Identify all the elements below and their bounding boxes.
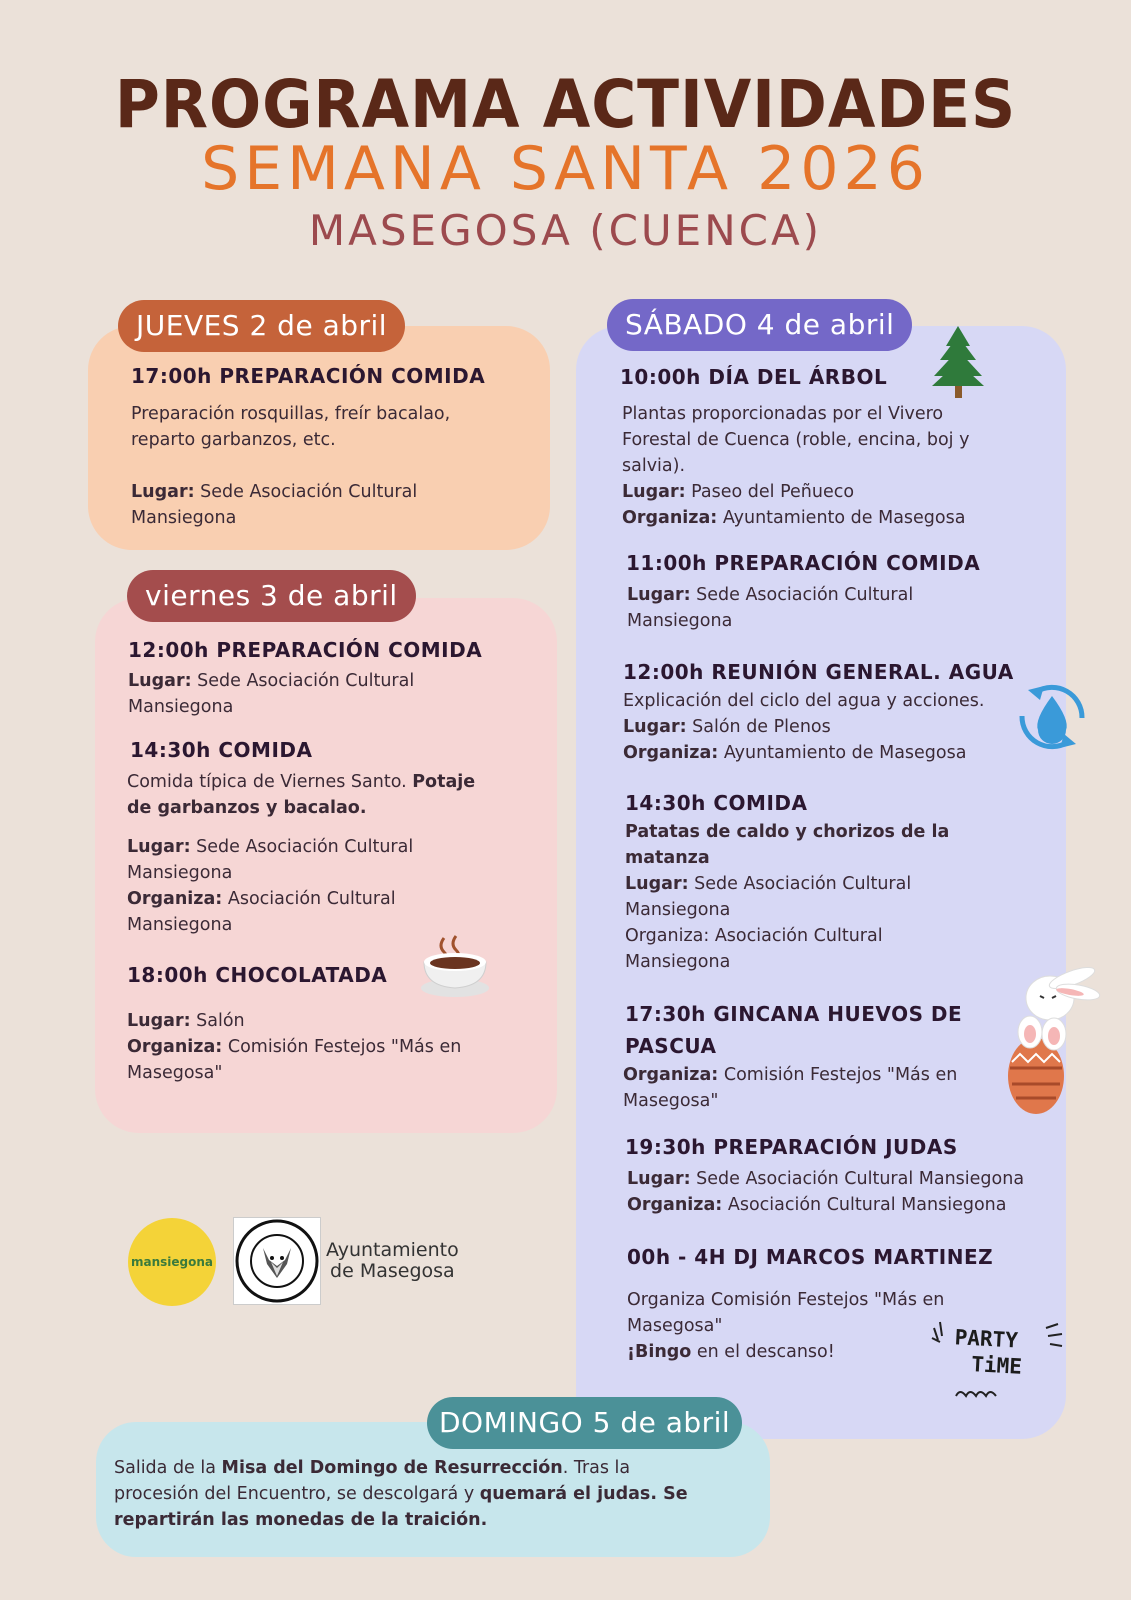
friday-event-2-title: 14:30h COMIDA <box>130 738 313 762</box>
ayuntamiento-logo-text: Ayuntamiento de Masegosa <box>326 1239 459 1282</box>
friday-event-1-place: Lugar: Sede Asociación Cultural Mansiegona <box>128 671 415 717</box>
saturday-event-7-title: 00h - 4H DJ MARCOS MARTINEZ <box>627 1245 994 1269</box>
saturday-event-2-place: Lugar: Sede Asociación Cultural Mansiegona <box>627 585 914 631</box>
saturday-event-1-title: 10:00h DÍA DEL ÁRBOL <box>620 365 888 389</box>
friday-event-1-title: 12:00h PREPARACIÓN COMIDA <box>128 638 483 662</box>
friday-day-pill: viernes 3 de abril <box>127 570 416 622</box>
mansiegona-logo: mansiegona <box>128 1218 216 1306</box>
saturday-event-6-place: Lugar: Sede Asociación Cultural Mansiegona Organiza: Asociación Cultural Mansiegona <box>627 1169 1025 1215</box>
comision-fiestas-logo <box>233 1217 321 1305</box>
friday-event-3-place: Lugar: Salón Organiza: Comisión Festejos "Más en Masegosa" <box>127 1011 462 1083</box>
program-subtitle: SEMANA SANTA 2026 <box>201 134 930 204</box>
easter-bunny-icon <box>990 956 1106 1124</box>
party-time-text: PARTY TiME <box>954 1325 1023 1379</box>
friday-event-2-place: Lugar: Sede Asociación Cultural Mansiegona Organiza: Asociación Cultural Mansiegona <box>127 837 414 935</box>
program-title: PROGRAMA ACTIVIDADES <box>114 66 1017 143</box>
saturday-event-7-desc: Organiza Comisión Festejos "Más en Masegosa" ¡Bingo en el descanso! <box>627 1290 945 1362</box>
friday-event-3-title: 18:00h CHOCOLATADA <box>127 963 388 987</box>
thursday-event-1-place: Lugar: Sede Asociación Cultural Mansiegona <box>131 482 418 528</box>
saturday-event-6-title: 19:30h PREPARACIÓN JUDAS <box>625 1135 958 1159</box>
sunday-description: Salida de la Misa del Domingo de Resurrección. Tras la procesión del Encuentro, se descolgará y quemará el judas. Se repartirán las monedas de la traición. <box>114 1458 688 1530</box>
water-cycle-icon <box>1008 674 1096 762</box>
saturday-event-1-desc: Plantas proporcionadas por el Vivero Forestal de Cuenca (roble, encina, boj y salvia). Lugar: Paseo del Peñueco Organiza: Ayuntamiento de Masegosa <box>622 404 970 528</box>
thursday-event-1-title: 17:00h PREPARACIÓN COMIDA <box>131 364 486 388</box>
saturday-event-5-org: Organiza: Comisión Festejos "Más en Masegosa" <box>623 1065 958 1111</box>
saturday-day-pill: SÁBADO 4 de abril <box>607 299 912 351</box>
saturday-event-5-title: 17:30h GINCANA HUEVOS DE PASCUA <box>625 1002 963 1058</box>
saturday-event-3-title: 12:00h REUNIÓN GENERAL. AGUA <box>623 660 1014 684</box>
saturday-event-3-desc: Explicación del ciclo del agua y acciones. Lugar: Salón de Plenos Organiza: Ayuntamiento de Masegosa <box>623 691 985 763</box>
saturday-event-2-title: 11:00h PREPARACIÓN COMIDA <box>626 551 981 575</box>
hot-chocolate-icon <box>418 932 492 1000</box>
saturday-event-4-desc: Patatas de caldo y chorizos de la matanza Lugar: Sede Asociación Cultural Mansiegona Organiza: Asociación Cultural Mansiegona <box>625 822 950 972</box>
party-time-icon <box>930 1318 1070 1408</box>
sunday-day-pill: DOMINGO 5 de abril <box>427 1397 742 1449</box>
thursday-event-1-desc: Preparación rosquillas, freír bacalao, reparto garbanzos, etc. <box>131 404 451 450</box>
pine-tree-icon <box>930 324 986 400</box>
friday-event-2-desc: Comida típica de Viernes Santo. Potaje de garbanzos y bacalao. <box>127 772 476 818</box>
thursday-day-pill: JUEVES 2 de abril <box>118 300 405 352</box>
saturday-event-4-title: 14:30h COMIDA <box>625 791 808 815</box>
program-place: MASEGOSA (CUENCA) <box>308 206 823 255</box>
